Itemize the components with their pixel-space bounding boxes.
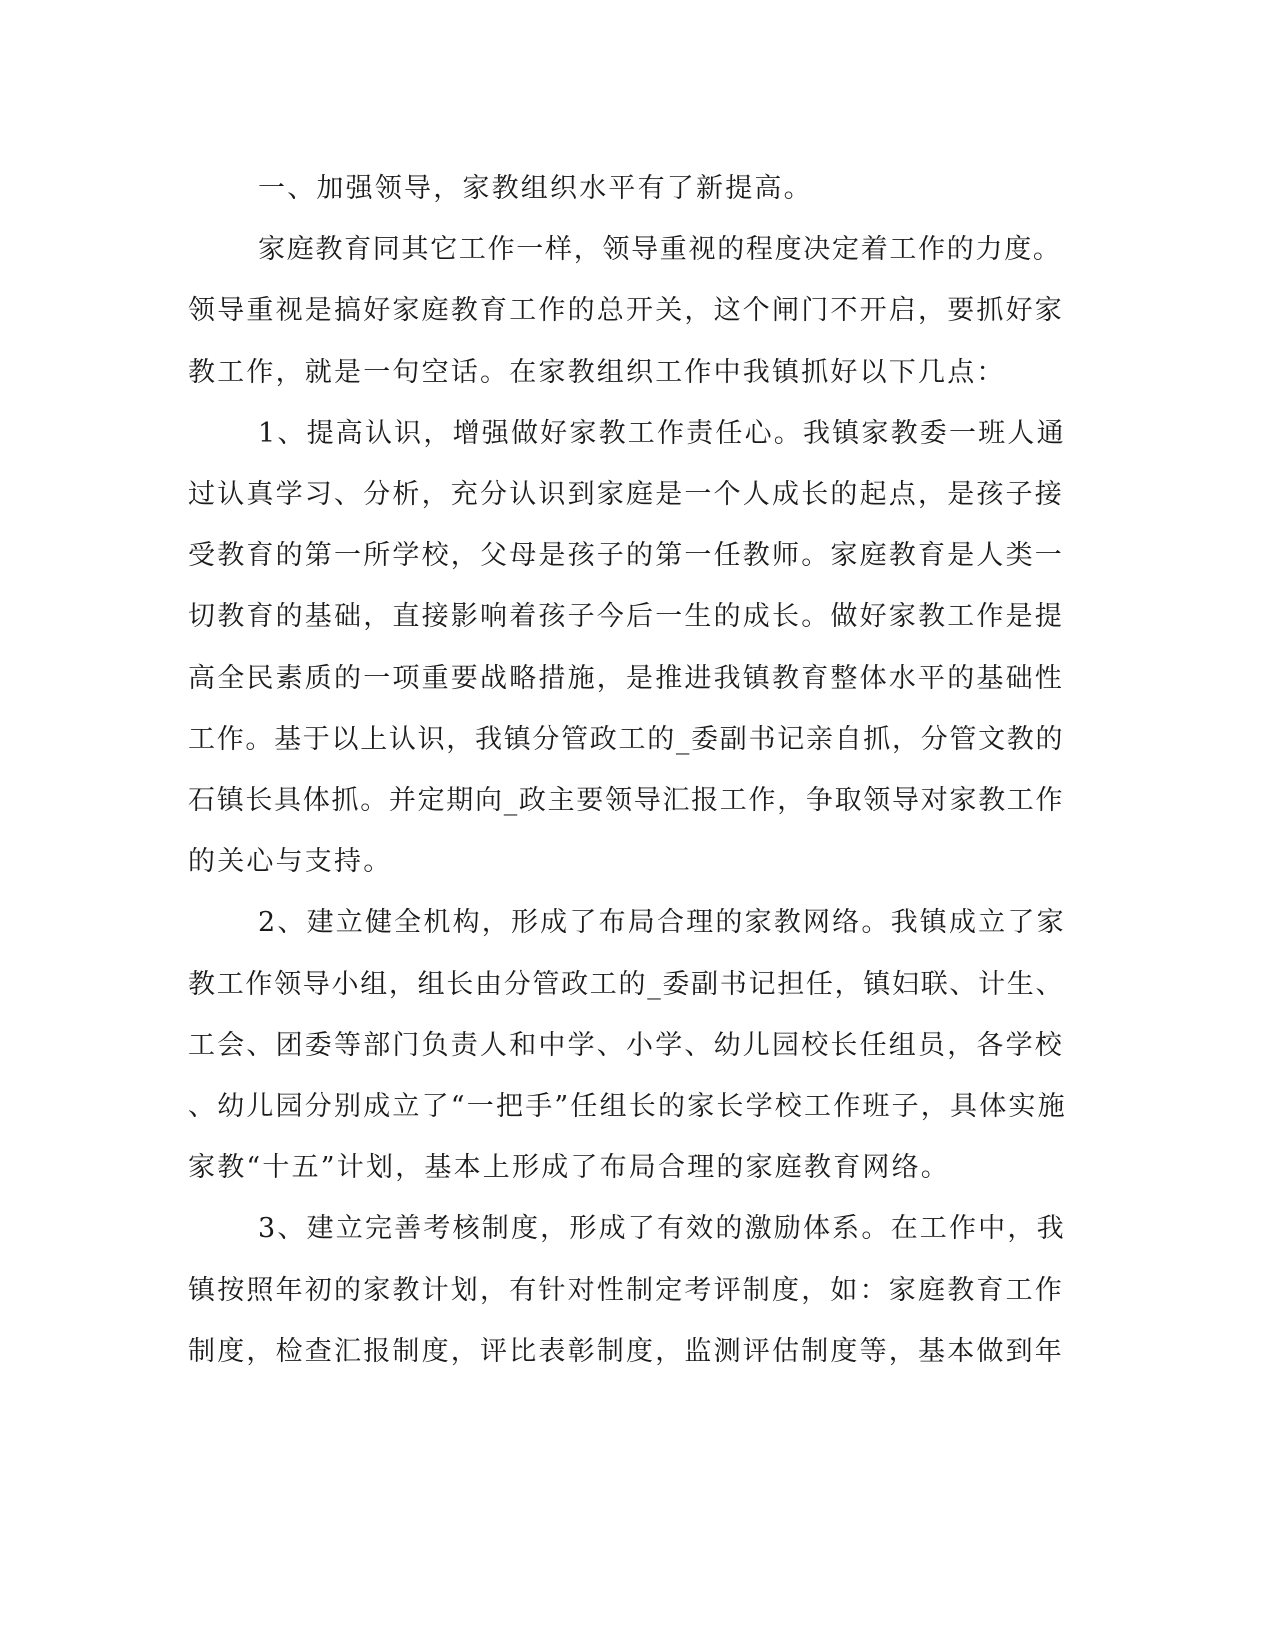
text-line: 1、提高认识，增强做好家教工作责任心。我镇家教委一班人通 [258,417,1066,449]
text-line: 受教育的第一所学校，父母是孩子的第一任教师。家庭教育是人类一 [188,540,1064,572]
text-line: 2、建立健全机构，形成了布局合理的家教网络。我镇成立了家 [258,907,1066,939]
text-line: 一、加强领导，家教组织水平有了新提高。 [258,173,813,204]
text-line: 家庭教育同其它工作一样，领导重视的程度决定着工作的力度。 [258,234,1062,266]
text-line: 教工作，就是一句空话。在家教组织工作中我镇抓好以下几点： [188,356,1006,388]
document-body [188,158,1068,1382]
text-line: 3、建立完善考核制度，形成了有效的激励体系。在工作中，我 [258,1213,1066,1245]
text-line: 制度，检查汇报制度，评比表彰制度，监测评估制度等，基本做到年 [188,1335,1064,1367]
text-line: 过认真学习、分析，充分认识到家庭是一个人成长的起点，是孩子接 [188,479,1064,511]
text-line: 镇按照年初的家教计划，有针对性制定考评制度，如：家庭教育工作 [188,1274,1064,1306]
text-line: 教工作领导小组，组长由分管政工的_委副书记担任，镇妇联、计生、 [188,968,1065,1000]
text-line: 高全民素质的一项重要战略措施，是推进我镇教育整体水平的基础性 [188,662,1064,694]
text-line: 石镇长具体抓。并定期向_政主要领导汇报工作，争取领导对家教工作 [188,785,1065,817]
text-line: 家教“十五”计划，基本上形成了布局合理的家庭教育网络。 [188,1152,951,1184]
text-line: 工作。基于以上认识，我镇分管政工的_委副书记亲自抓，分管文教的 [188,723,1065,755]
text-line: 工会、团委等部门负责人和中学、小学、幼儿园校长任组员，各学校 [188,1029,1064,1061]
text-line: 切教育的基础，直接影响着孩子今后一生的成长。做好家教工作是提 [188,601,1064,633]
text-line: 的关心与支持。 [188,846,393,878]
text-line: 、幼儿园分别成立了“一把手”任组长的家长学校工作班子，具体实施 [188,1091,1067,1123]
text-line: 领导重视是搞好家庭教育工作的总开关，这个闸门不开启，要抓好家 [188,295,1064,327]
